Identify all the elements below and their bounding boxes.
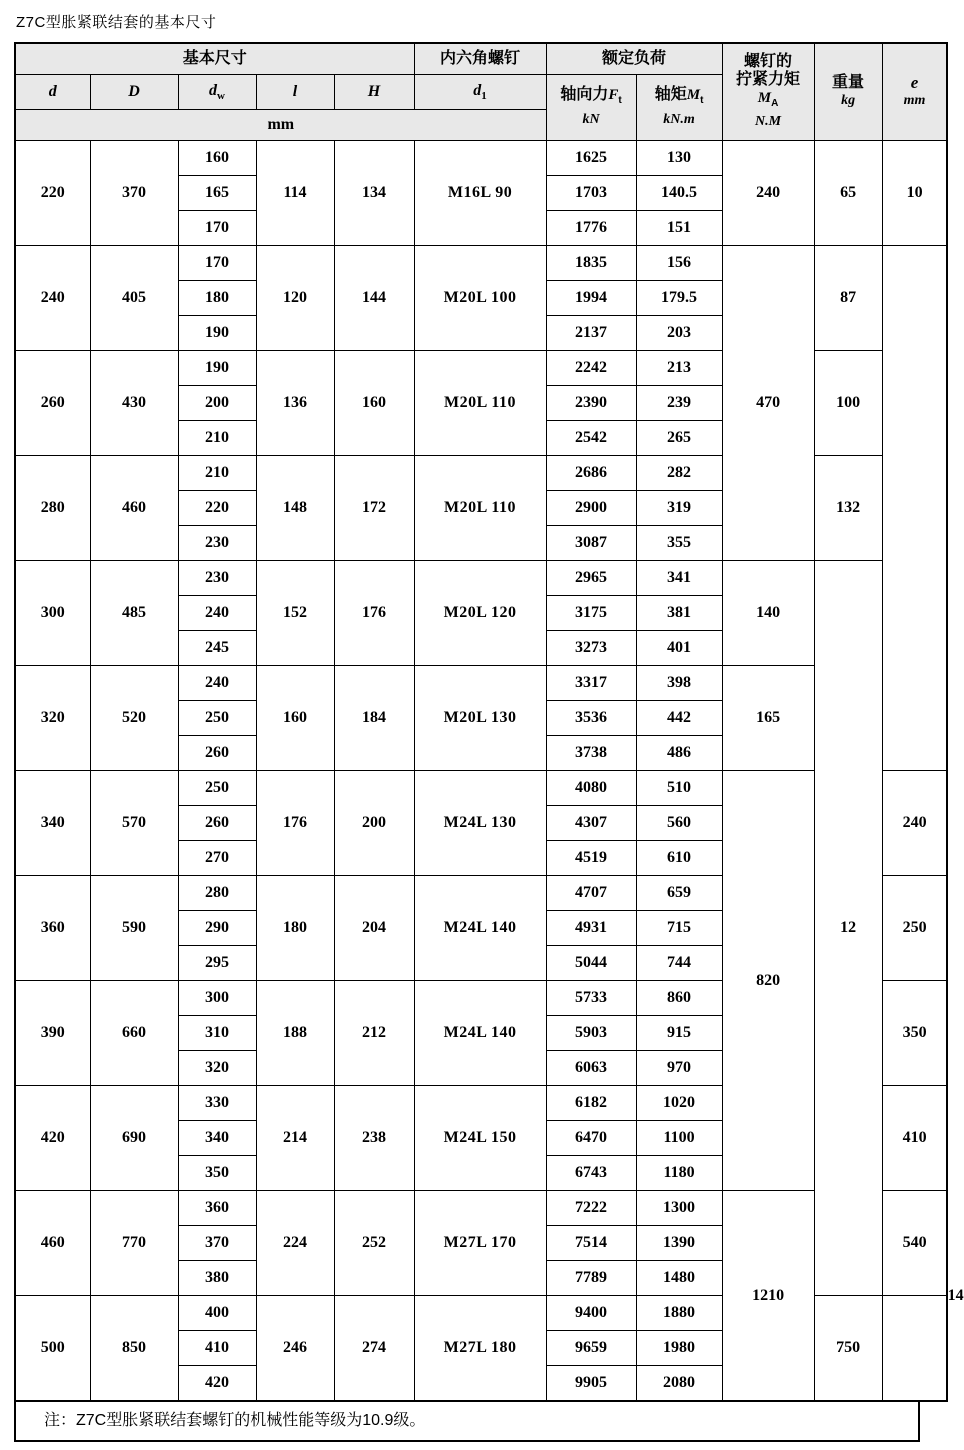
header-group-basic: 基本尺寸 xyxy=(15,43,414,75)
cell-outer-D: 690 xyxy=(90,1086,178,1191)
cell-torque-moment: 560 xyxy=(636,806,722,841)
cell-dw: 300 xyxy=(178,981,256,1016)
cell-torque-moment: 203 xyxy=(636,316,722,351)
cell-torque-moment: 179.5 xyxy=(636,281,722,316)
cell-axial-force: 4931 xyxy=(546,911,636,946)
table-row: 460 770 360 224 252 M27L 170 7222 1300 1210 540 14 xyxy=(15,1191,947,1226)
header-col-axial-force xyxy=(546,75,636,141)
cell-torque-moment: 265 xyxy=(636,421,722,456)
cell-dw: 270 xyxy=(178,841,256,876)
cell-torque-moment: 355 xyxy=(636,526,722,561)
cell-height-H: 172 xyxy=(334,456,414,561)
torque-label-line1: 螺钉的 xyxy=(744,52,793,70)
header-col-weight xyxy=(814,43,882,141)
cell-axial-force: 4519 xyxy=(546,841,636,876)
cell-axial-force: 2965 xyxy=(546,561,636,596)
cell-height-H: 144 xyxy=(334,246,414,351)
cell-outer-D: 660 xyxy=(90,981,178,1086)
cell-dw: 330 xyxy=(178,1086,256,1121)
cell-dw: 190 xyxy=(178,351,256,386)
cell-screw-d1: M27L 180 xyxy=(414,1296,546,1402)
cell-axial-force: 3317 xyxy=(546,666,636,701)
cell-outer-D: 590 xyxy=(90,876,178,981)
cell-axial-force: 6182 xyxy=(546,1086,636,1121)
e-unit: mm xyxy=(903,93,926,108)
header-col-H: H xyxy=(334,75,414,110)
table-body xyxy=(15,141,964,1402)
header-col-d: d xyxy=(15,75,90,110)
cell-screw-d1: M24L 140 xyxy=(414,876,546,981)
cell-dw: 260 xyxy=(178,806,256,841)
cell-length-l: 120 xyxy=(256,246,334,351)
cell-torque-moment: 744 xyxy=(636,946,722,981)
axial-force-unit: kN xyxy=(582,111,600,127)
cell-axial-force: 9905 xyxy=(546,1366,636,1402)
cell-dw: 295 xyxy=(178,946,256,981)
cell-torque-moment: 659 xyxy=(636,876,722,911)
cell-tightening-torque: 820 xyxy=(722,771,814,1191)
header-col-d1: $d_1$ xyxy=(414,75,546,110)
cell-length-l: 152 xyxy=(256,561,334,666)
cell-dw: 310 xyxy=(178,1016,256,1051)
cell-dw: 350 xyxy=(178,1156,256,1191)
cell-axial-force: 6063 xyxy=(546,1051,636,1086)
cell-torque-moment: 1980 xyxy=(636,1331,722,1366)
cell-height-H: 274 xyxy=(334,1296,414,1402)
cell-dw: 230 xyxy=(178,561,256,596)
cell-length-l: 160 xyxy=(256,666,334,771)
cell-axial-force: 1625 xyxy=(546,141,636,176)
cell-axial-force: 2390 xyxy=(546,386,636,421)
cell-dw: 210 xyxy=(178,456,256,491)
cell-axial-force: 5044 xyxy=(546,946,636,981)
cell-outer-D: 850 xyxy=(90,1296,178,1402)
cell-axial-force: 7514 xyxy=(546,1226,636,1261)
table-row xyxy=(15,141,947,176)
cell-torque-moment: 282 xyxy=(636,456,722,491)
cell-tightening-torque: 1210 xyxy=(722,1191,814,1402)
cell-screw-d1: M24L 140 xyxy=(414,981,546,1086)
cell-dw: 320 xyxy=(178,1051,256,1086)
cell-torque-moment: 610 xyxy=(636,841,722,876)
cell-tightening-torque: 470 xyxy=(722,246,814,561)
cell-height-H: 134 xyxy=(334,141,414,246)
cell-dw: 210 xyxy=(178,421,256,456)
header-col-e xyxy=(882,43,947,141)
table-header xyxy=(15,43,947,141)
cell-dw: 165 xyxy=(178,176,256,211)
cell-axial-force: 5903 xyxy=(546,1016,636,1051)
cell-torque-moment: 442 xyxy=(636,701,722,736)
cell-length-l: 180 xyxy=(256,876,334,981)
cell-bore-d: 220 xyxy=(15,141,90,246)
cell-dw: 260 xyxy=(178,736,256,771)
cell-bore-d: 320 xyxy=(15,666,90,771)
cell-torque-moment: 381 xyxy=(636,596,722,631)
cell-axial-force: 3175 xyxy=(546,596,636,631)
cell-axial-force: 2900 xyxy=(546,491,636,526)
cell-weight: 87 xyxy=(814,246,882,351)
cell-axial-force: 2242 xyxy=(546,351,636,386)
cell-dw: 250 xyxy=(178,771,256,806)
header-col-tightening-torque xyxy=(722,43,814,141)
cell-height-H: 204 xyxy=(334,876,414,981)
cell-weight: 250 xyxy=(882,876,947,981)
cell-bore-d: 360 xyxy=(15,876,90,981)
cell-dw: 170 xyxy=(178,211,256,246)
cell-length-l: 214 xyxy=(256,1086,334,1191)
cell-length-l: 188 xyxy=(256,981,334,1086)
cell-screw-d1: M20L 130 xyxy=(414,666,546,771)
cell-weight: 240 xyxy=(882,771,947,876)
cell-torque-moment: 1390 xyxy=(636,1226,722,1261)
cell-torque-moment: 151 xyxy=(636,211,722,246)
cell-dw: 200 xyxy=(178,386,256,421)
cell-weight: 540 xyxy=(882,1191,947,1296)
cell-axial-force: 9400 xyxy=(546,1296,636,1331)
cell-height-H: 252 xyxy=(334,1191,414,1296)
weight-label: 重量 xyxy=(832,74,865,91)
cell-weight: 132 xyxy=(814,456,882,561)
cell-dw: 160 xyxy=(178,141,256,176)
cell-torque-moment: 915 xyxy=(636,1016,722,1051)
cell-bore-d: 340 xyxy=(15,771,90,876)
cell-axial-force: 1994 xyxy=(546,281,636,316)
torque-label-line2: 拧紧力矩 xyxy=(736,70,801,88)
cell-outer-D: 460 xyxy=(90,456,178,561)
cell-length-l: 148 xyxy=(256,456,334,561)
cell-axial-force: 9659 xyxy=(546,1331,636,1366)
cell-screw-d1: M20L 110 xyxy=(414,456,546,561)
cell-outer-D: 770 xyxy=(90,1191,178,1296)
cell-axial-force: 2542 xyxy=(546,421,636,456)
header-col-dw: $d_w$ xyxy=(178,75,256,110)
table-row xyxy=(15,666,947,701)
cell-axial-force: 3087 xyxy=(546,526,636,561)
table-row xyxy=(15,561,947,596)
header-group-load: 额定负荷 xyxy=(546,43,722,75)
cell-torque-moment: 156 xyxy=(636,246,722,281)
table-row xyxy=(15,246,947,281)
cell-outer-D: 370 xyxy=(90,141,178,246)
cell-dw: 370 xyxy=(178,1226,256,1261)
moment-unit: kN.m xyxy=(663,111,695,127)
page-title: Z7C型胀紧联结套的基本尺寸 xyxy=(16,14,217,31)
cell-axial-force: 1835 xyxy=(546,246,636,281)
cell-torque-moment: 486 xyxy=(636,736,722,771)
cell-weight: 350 xyxy=(882,981,947,1086)
torque-symbol: $M_A$ xyxy=(757,89,779,110)
cell-torque-moment: 715 xyxy=(636,911,722,946)
cell-axial-force: 4307 xyxy=(546,806,636,841)
cell-dw: 220 xyxy=(178,491,256,526)
cell-outer-D: 485 xyxy=(90,561,178,666)
cell-weight: 410 xyxy=(882,1086,947,1191)
cell-dw: 340 xyxy=(178,1121,256,1156)
weight-unit: kg xyxy=(841,93,856,108)
cell-e: 10 xyxy=(882,141,947,246)
cell-axial-force: 7789 xyxy=(546,1261,636,1296)
cell-height-H: 184 xyxy=(334,666,414,771)
cell-screw-d1: M27L 170 xyxy=(414,1191,546,1296)
cell-tightening-torque: 240 xyxy=(722,141,814,246)
e-symbol: e xyxy=(910,73,919,92)
cell-bore-d: 300 xyxy=(15,561,90,666)
cell-axial-force: 1776 xyxy=(546,211,636,246)
cell-axial-force: 7222 xyxy=(546,1191,636,1226)
cell-torque-moment: 1100 xyxy=(636,1121,722,1156)
cell-length-l: 224 xyxy=(256,1191,334,1296)
cell-torque-moment: 970 xyxy=(636,1051,722,1086)
cell-dw: 230 xyxy=(178,526,256,561)
cell-outer-D: 520 xyxy=(90,666,178,771)
cell-e: 12 xyxy=(814,561,882,1296)
header-col-torque-moment xyxy=(636,75,722,141)
cell-dw: 180 xyxy=(178,281,256,316)
header-group-screw: 内六角螺钉 xyxy=(414,43,546,75)
cell-dw: 240 xyxy=(178,666,256,701)
cell-height-H: 200 xyxy=(334,771,414,876)
cell-torque-moment: 1020 xyxy=(636,1086,722,1121)
cell-length-l: 246 xyxy=(256,1296,334,1402)
cell-torque-moment: 510 xyxy=(636,771,722,806)
cell-height-H: 176 xyxy=(334,561,414,666)
header-unit-mm: mm xyxy=(15,110,546,141)
cell-axial-force: 2686 xyxy=(546,456,636,491)
cell-dw: 280 xyxy=(178,876,256,911)
cell-outer-D: 570 xyxy=(90,771,178,876)
cell-axial-force: 4707 xyxy=(546,876,636,911)
table-note: 注：Z7C型胀紧联结套螺钉的机械性能等级为10.9级。 xyxy=(14,1402,920,1442)
cell-weight: 750 xyxy=(814,1296,882,1402)
cell-torque-moment: 341 xyxy=(636,561,722,596)
cell-dw: 400 xyxy=(178,1296,256,1331)
specification-table xyxy=(14,42,964,1402)
cell-bore-d: 240 xyxy=(15,246,90,351)
cell-dw: 380 xyxy=(178,1261,256,1296)
cell-axial-force: 6470 xyxy=(546,1121,636,1156)
cell-height-H: 212 xyxy=(334,981,414,1086)
cell-dw: 170 xyxy=(178,246,256,281)
cell-screw-d1: M24L 130 xyxy=(414,771,546,876)
cell-bore-d: 500 xyxy=(15,1296,90,1402)
cell-torque-moment: 130 xyxy=(636,141,722,176)
cell-axial-force: 4080 xyxy=(546,771,636,806)
cell-dw: 245 xyxy=(178,631,256,666)
cell-outer-D: 405 xyxy=(90,246,178,351)
cell-length-l: 114 xyxy=(256,141,334,246)
cell-bore-d: 280 xyxy=(15,456,90,561)
cell-height-H: 160 xyxy=(334,351,414,456)
cell-outer-D: 430 xyxy=(90,351,178,456)
cell-axial-force: 6743 xyxy=(546,1156,636,1191)
cell-torque-moment: 1180 xyxy=(636,1156,722,1191)
table-row xyxy=(15,771,947,806)
cell-torque-moment: 401 xyxy=(636,631,722,666)
cell-weight: 100 xyxy=(814,351,882,456)
cell-dw: 420 xyxy=(178,1366,256,1402)
cell-torque-moment: 319 xyxy=(636,491,722,526)
cell-bore-d: 420 xyxy=(15,1086,90,1191)
axial-force-label: 轴向力$F_t$ xyxy=(560,86,622,107)
cell-dw: 190 xyxy=(178,316,256,351)
torque-unit: N.M xyxy=(755,114,782,130)
cell-torque-moment: 398 xyxy=(636,666,722,701)
cell-torque-moment: 140.5 xyxy=(636,176,722,211)
cell-torque-moment: 1880 xyxy=(636,1296,722,1331)
cell-dw: 410 xyxy=(178,1331,256,1366)
cell-torque-moment: 1300 xyxy=(636,1191,722,1226)
cell-screw-d1: M24L 150 xyxy=(414,1086,546,1191)
cell-length-l: 136 xyxy=(256,351,334,456)
moment-label: 轴矩$M_t$ xyxy=(654,86,704,107)
cell-axial-force: 3738 xyxy=(546,736,636,771)
cell-axial-force: 3273 xyxy=(546,631,636,666)
cell-axial-force: 3536 xyxy=(546,701,636,736)
cell-torque-moment: 2080 xyxy=(636,1366,722,1402)
cell-dw: 290 xyxy=(178,911,256,946)
cell-axial-force: 2137 xyxy=(546,316,636,351)
cell-screw-d1: M16L 90 xyxy=(414,141,546,246)
cell-weight: 65 xyxy=(814,141,882,246)
cell-bore-d: 260 xyxy=(15,351,90,456)
cell-screw-d1: M20L 100 xyxy=(414,246,546,351)
header-col-l: l xyxy=(256,75,334,110)
cell-dw: 240 xyxy=(178,596,256,631)
cell-torque-moment: 860 xyxy=(636,981,722,1016)
cell-screw-d1: M20L 120 xyxy=(414,561,546,666)
header-col-D: D xyxy=(90,75,178,110)
cell-torque-moment: 239 xyxy=(636,386,722,421)
cell-height-H: 238 xyxy=(334,1086,414,1191)
cell-dw: 250 xyxy=(178,701,256,736)
cell-bore-d: 460 xyxy=(15,1191,90,1296)
cell-length-l: 176 xyxy=(256,771,334,876)
cell-axial-force: 5733 xyxy=(546,981,636,1016)
cell-axial-force: 1703 xyxy=(546,176,636,211)
header-row-groups xyxy=(15,43,947,75)
cell-torque-moment: 1480 xyxy=(636,1261,722,1296)
cell-torque-moment: 213 xyxy=(636,351,722,386)
cell-dw: 360 xyxy=(178,1191,256,1226)
cell-weight: 140 xyxy=(722,561,814,666)
cell-weight: 165 xyxy=(722,666,814,771)
cell-screw-d1: M20L 110 xyxy=(414,351,546,456)
cell-bore-d: 390 xyxy=(15,981,90,1086)
